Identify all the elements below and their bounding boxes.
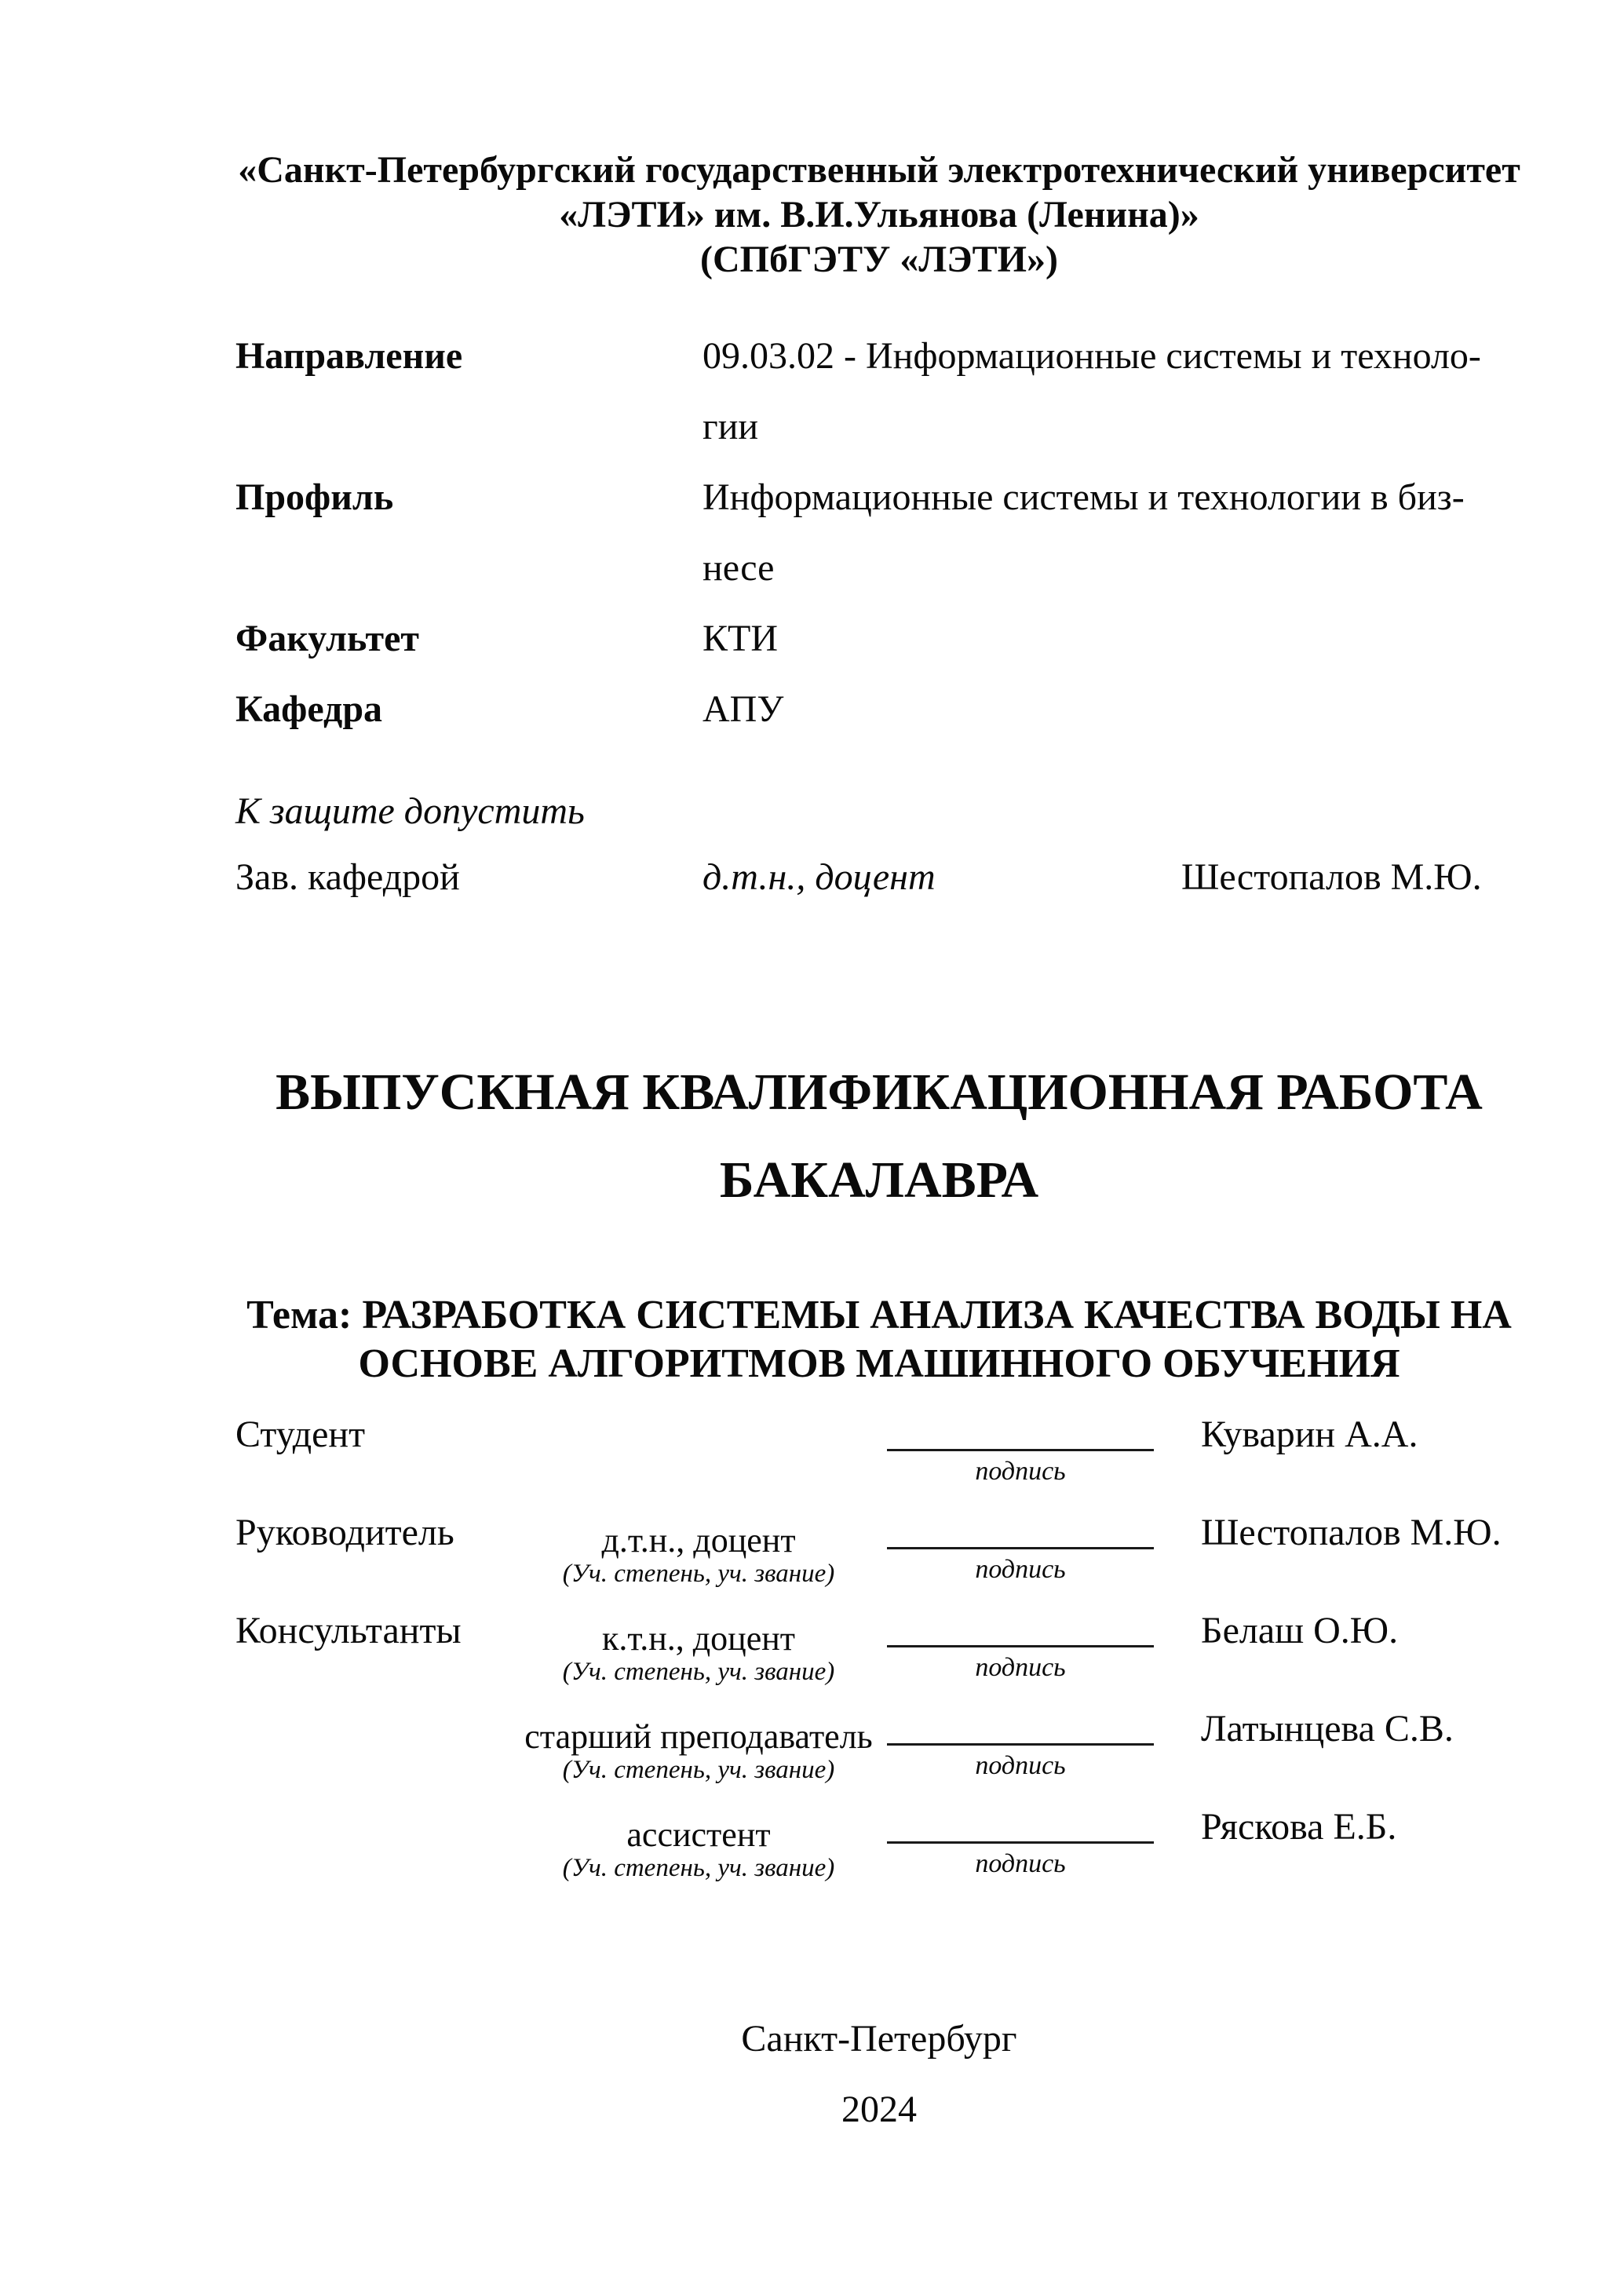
info-row-profile bbox=[235, 477, 1523, 548]
faculty-label: Факультет bbox=[235, 618, 419, 659]
info-row-direction bbox=[235, 336, 1523, 407]
consultant-3-name: Ряскова Е.Б. bbox=[1201, 1806, 1397, 1848]
profile-value-line-1: Информационные системы и технологии в биз- bbox=[703, 476, 1465, 518]
university-header-line-1: «Санкт-Петербургский государственный электротехнический университет bbox=[238, 149, 1520, 191]
department-head-name: Шестопалов М.Ю. bbox=[1181, 856, 1482, 898]
info-row-faculty bbox=[235, 618, 1523, 689]
signature-table bbox=[235, 1413, 1523, 1903]
sign-here-label: подпись bbox=[975, 1849, 1066, 1878]
direction-value-line-1: 09.03.02 - Информационные системы и техноло- bbox=[703, 335, 1481, 377]
signature-line bbox=[887, 1743, 1154, 1746]
department-head-label: Зав. кафедрой bbox=[235, 856, 460, 898]
department-label: Кафедра bbox=[235, 688, 383, 730]
university-header-line-2: «ЛЭТИ» им. В.И.Ульянова (Ленина)» bbox=[559, 194, 1199, 235]
direction-value-line-2: гии bbox=[703, 406, 759, 447]
consultant-1-degree: к.т.н., доцент bbox=[601, 1619, 796, 1658]
program-info-table bbox=[235, 336, 1523, 760]
sign-here-label: подпись bbox=[975, 1457, 1066, 1486]
signature-row-consultant-2 bbox=[235, 1707, 1523, 1805]
department-head-row bbox=[235, 856, 1523, 903]
student-role-label: Студент bbox=[235, 1414, 366, 1455]
thesis-theme-line-1: Тема: РАЗРАБОТКА СИСТЕМЫ АНАЛИЗА КАЧЕСТВА ВОДЫ НА bbox=[246, 1293, 1512, 1337]
signature-line bbox=[887, 1645, 1154, 1647]
supervisor-name: Шестопалов М.Ю. bbox=[1201, 1512, 1502, 1553]
university-header-line-3: (СПбГЭТУ «ЛЭТИ») bbox=[700, 239, 1058, 280]
degree-note-label: (Уч. степень, уч. звание) bbox=[562, 1756, 835, 1784]
sign-here-label: подпись bbox=[975, 1555, 1066, 1584]
consultant-1-name: Белаш О.Ю. bbox=[1201, 1610, 1399, 1651]
consultant-2-name: Латынцева С.В. bbox=[1201, 1708, 1454, 1750]
sign-here-label: подпись bbox=[975, 1653, 1066, 1682]
signature-row-consultant-1 bbox=[235, 1609, 1523, 1707]
consultants-role-label: Консультанты bbox=[235, 1610, 462, 1651]
degree-note-label: (Уч. степень, уч. звание) bbox=[562, 1854, 835, 1882]
faculty-value: КТИ bbox=[703, 618, 778, 659]
direction-label: Направление bbox=[235, 335, 463, 377]
info-row-profile-wrap bbox=[235, 548, 1523, 618]
university-header bbox=[235, 148, 1523, 282]
footer-year: 2024 bbox=[841, 2089, 917, 2130]
thesis-theme bbox=[235, 1291, 1523, 1388]
signature-line bbox=[887, 1841, 1154, 1844]
signature-row-supervisor bbox=[235, 1511, 1523, 1609]
signature-row-consultant-3 bbox=[235, 1805, 1523, 1903]
consultant-3-degree: ассистент bbox=[626, 1815, 771, 1854]
footer-city: Санкт-Петербург bbox=[741, 2018, 1017, 2060]
department-head-degree: д.т.н., доцент bbox=[703, 856, 936, 898]
main-title-line-1: ВЫПУСКНАЯ КВАЛИФИКАЦИОННАЯ РАБОТА bbox=[276, 1064, 1483, 1121]
info-row-department bbox=[235, 689, 1523, 760]
thesis-theme-line-2: ОСНОВЕ АЛГОРИТМОВ МАШИННОГО ОБУЧЕНИЯ bbox=[358, 1341, 1400, 1386]
degree-note-label: (Уч. степень, уч. звание) bbox=[562, 1658, 835, 1686]
sign-here-label: подпись bbox=[975, 1751, 1066, 1780]
signature-line bbox=[887, 1449, 1154, 1451]
supervisor-degree: д.т.н., доцент bbox=[601, 1521, 796, 1560]
student-name: Куварин А.А. bbox=[1201, 1414, 1418, 1455]
admission-phrase: К защите допустить bbox=[235, 790, 585, 832]
profile-value-line-2: несе bbox=[703, 547, 775, 589]
info-row-direction-wrap bbox=[235, 407, 1523, 477]
signature-row-student bbox=[235, 1413, 1523, 1511]
signature-line bbox=[887, 1547, 1154, 1549]
consultant-2-degree: старший преподаватель bbox=[524, 1717, 873, 1756]
main-title-line-2: БАКАЛАВРА bbox=[719, 1151, 1039, 1209]
degree-note-label: (Уч. степень, уч. звание) bbox=[562, 1560, 835, 1588]
profile-label: Профиль bbox=[235, 476, 394, 518]
main-title bbox=[235, 1049, 1523, 1224]
department-value: АПУ bbox=[703, 688, 784, 730]
supervisor-role-label: Руководитель bbox=[235, 1512, 454, 1553]
